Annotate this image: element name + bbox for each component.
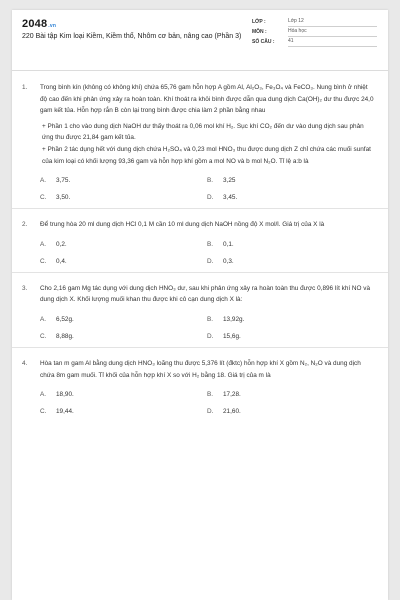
meta-value: Lớp 12 <box>288 17 377 27</box>
site-logo[interactable]: 2048.vn <box>22 18 57 30</box>
option-key: B. <box>207 391 214 399</box>
option-c[interactable] <box>40 332 207 341</box>
option-key: A. <box>40 391 47 399</box>
question-4 <box>12 358 388 416</box>
option-text: 0,3. <box>223 257 234 265</box>
question-3 <box>12 283 388 341</box>
option-b[interactable] <box>207 176 374 185</box>
page-header <box>12 10 388 70</box>
option-text: 8,88g. <box>56 332 74 340</box>
option-d[interactable] <box>207 193 374 202</box>
option-text: 0,1. <box>223 240 234 248</box>
logo-suffix: .vn <box>48 23 57 29</box>
option-key: D. <box>207 332 214 340</box>
meta-row-subject <box>252 27 377 37</box>
option-key: B. <box>207 177 214 185</box>
option-d[interactable] <box>207 257 374 266</box>
option-text: 0,2. <box>56 240 67 248</box>
option-b[interactable] <box>207 390 374 399</box>
meta-table <box>252 17 377 47</box>
meta-label: SỐ CÂU : <box>252 39 275 45</box>
option-text: 21,60. <box>223 408 241 416</box>
question-number: 4. <box>22 359 28 367</box>
option-c[interactable] <box>40 193 207 202</box>
option-b[interactable] <box>207 240 374 249</box>
option-d[interactable] <box>207 332 374 341</box>
option-key: C. <box>40 408 47 416</box>
question-part-1: + Phần 1 cho vào dung dịch NaOH dư thấy thoát ra 0,06 mol khí H₂. Sục khí CO₂ đến dư vào dung dịch sau phản ứng thu được 21,84 gam kết tủa. <box>42 122 364 142</box>
option-a[interactable] <box>40 315 207 324</box>
option-a[interactable] <box>40 390 207 399</box>
meta-row-class <box>252 17 377 27</box>
option-key: C. <box>40 257 47 265</box>
option-text: 18,90. <box>56 391 74 399</box>
option-key: A. <box>40 315 47 323</box>
meta-label: LỚP : <box>252 19 266 25</box>
question-2 <box>12 219 388 266</box>
option-key: B. <box>207 240 214 248</box>
option-text: 13,92g. <box>223 315 245 323</box>
option-key: D. <box>207 194 214 202</box>
document-page <box>12 10 388 600</box>
option-d[interactable] <box>207 407 374 416</box>
question-text: Hòa tan m gam Al bằng dung dịch HNO₃ loãng thu được 5,376 lít (đktc) hỗn hợp khí X gồm N₂, N₂O và dung dịch chứa 8m gam muối. Tỉ khối của hỗn hợp khí X so với H₂ bằng 18. Giá trị của m là <box>40 359 361 379</box>
option-text: 3,75. <box>56 177 71 185</box>
option-key: C. <box>40 332 47 340</box>
option-a[interactable] <box>40 176 207 185</box>
question-divider <box>12 272 388 273</box>
meta-value: 41 <box>288 37 377 47</box>
question-text: Để trung hòa 20 ml dung dịch HCl 0,1 M cần 10 ml dung dịch NaOH nồng độ X mol/l. Giá trị của X là <box>40 221 325 229</box>
option-a[interactable] <box>40 240 207 249</box>
option-text: 0,4. <box>56 257 67 265</box>
option-key: D. <box>207 408 214 416</box>
option-text: 17,28. <box>223 391 241 399</box>
question-number: 3. <box>22 284 28 292</box>
option-text: 19,44. <box>56 408 74 416</box>
option-key: B. <box>207 315 214 323</box>
option-c[interactable] <box>40 257 207 266</box>
header-divider <box>12 70 388 71</box>
option-key: D. <box>207 257 214 265</box>
meta-value: Hóa học <box>288 27 377 37</box>
answer-options <box>40 315 374 341</box>
question-text: Cho 2,16 gam Mg tác dụng với dung dịch HNO₃ dư, sau khi phản ứng xảy ra hoàn toàn thu được 0,896 lít khí NO và dung dịch X. Khối lượng muối khan thu được khi cô cạn dung dịch X là: <box>40 284 371 304</box>
question-part-2: + Phần 2 tác dụng hết với dung dịch chứa H₂SO₄ và 0,23 mol HNO₃ thu được dung dịch Z chỉ chứa các muối sunfat của kim loại có khối lượng 93,36 gam và hỗn hợp khí gồm a mol NO và b mol N₂O. Tỉ lệ a:b là <box>42 145 371 165</box>
option-text: 3,45. <box>223 194 238 202</box>
question-text: Trong bình kín (không có không khí) chứa 65,76 gam hỗn hợp A gồm Al, Al₂O₃, Fe₃O₄ và FeCO₃. Nung bình ở nhiệt độ cao đến khi phản ứng xảy ra hoàn toàn. Khí thoát ra khỏi bình được dẫn qua dung dịch Ca(OH)₂ dư thu được 24,0 gam kết tủa. Hỗn hợp rắn B còn lại trong bình được chia làm 2 phần bằng nhau <box>40 84 374 115</box>
option-text: 3,50. <box>56 194 71 202</box>
meta-label: MÔN : <box>252 29 267 35</box>
document-title: 220 Bài tập Kim loại Kiềm, Kiềm thổ, Nhôm cơ bản, nâng cao (Phần 3) <box>22 33 242 40</box>
option-c[interactable] <box>40 407 207 416</box>
question-list <box>12 82 388 422</box>
answer-options <box>40 240 374 266</box>
option-key: A. <box>40 177 47 185</box>
option-key: C. <box>40 194 47 202</box>
option-b[interactable] <box>207 315 374 324</box>
answer-options <box>40 176 374 202</box>
question-number: 1. <box>22 84 28 91</box>
meta-row-count <box>252 37 377 47</box>
option-text: 6,52g. <box>56 315 74 323</box>
question-divider <box>12 347 388 348</box>
question-1 <box>12 82 388 202</box>
option-text: 15,6g. <box>223 332 241 340</box>
answer-options <box>40 390 374 416</box>
question-divider <box>12 208 388 209</box>
option-text: 3,25 <box>223 177 236 185</box>
question-number: 2. <box>22 221 28 229</box>
option-key: A. <box>40 240 47 248</box>
